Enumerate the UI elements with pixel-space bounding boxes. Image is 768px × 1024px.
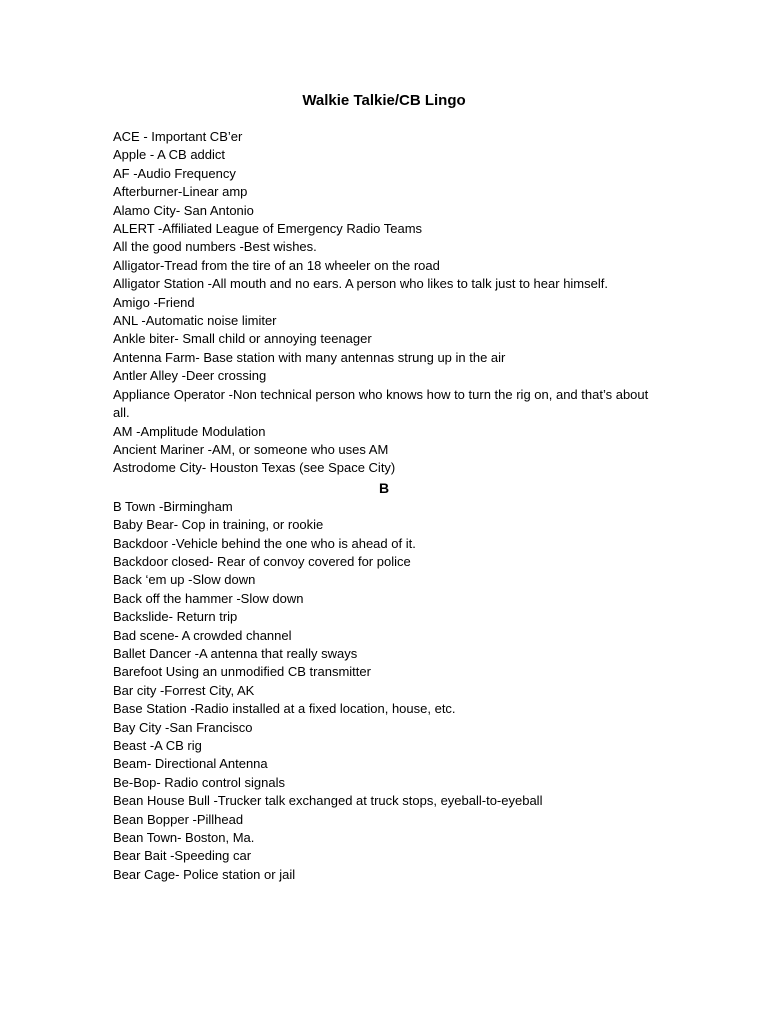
glossary-entry: Appliance Operator -Non technical person who knows how to turn the rig on, and that’s about all.: [113, 386, 649, 421]
glossary-entry: Backdoor -Vehicle behind the one who is ahead of it.: [113, 535, 416, 551]
glossary-entry: AF -Audio Frequency: [113, 165, 236, 181]
glossary-entry: Backslide- Return trip: [113, 609, 238, 625]
glossary-entry: Bean Bopper -Pillhead: [113, 811, 244, 827]
glossary-entry: Beam- Directional Antenna: [113, 756, 268, 772]
glossary-entry: Bean Town- Boston, Ma.: [113, 830, 255, 846]
glossary-entry: Ancient Mariner -AM, or someone who uses AM: [113, 441, 389, 457]
glossary-entry: Amigo -Friend: [113, 294, 195, 310]
glossary-entry: Backdoor closed- Rear of convoy covered for police: [113, 553, 411, 569]
glossary-entry: Bear Cage- Police station or jail: [113, 866, 296, 882]
glossary-entry: Alligator-Tread from the tire of an 18 wheeler on the road: [113, 257, 440, 273]
glossary-entry: All the good numbers -Best wishes.: [113, 239, 317, 255]
glossary-list: [113, 128, 658, 884]
glossary-entry: ANL -Automatic noise limiter: [113, 313, 277, 329]
glossary-entry: Base Station -Radio installed at a fixed location, house, etc.: [113, 701, 456, 717]
glossary-entry: AM -Amplitude Modulation: [113, 423, 266, 439]
document-title: Walkie Talkie/CB Lingo: [302, 92, 466, 109]
glossary-entry: Back ‘em up -Slow down: [113, 572, 256, 588]
glossary-entry: Antler Alley -Deer crossing: [113, 368, 267, 384]
glossary-entry: Bear Bait -Speeding car: [113, 848, 252, 864]
glossary-entry: Be-Bop- Radio control signals: [113, 774, 285, 790]
glossary-entry: Bay City -San Francisco: [113, 719, 253, 735]
glossary-entry: Alligator Station -All mouth and no ears. A person who likes to talk just to hear himself.: [113, 276, 608, 292]
glossary-entry: Afterburner-Linear amp: [113, 184, 248, 200]
glossary-entry: B Town -Birmingham: [113, 498, 233, 514]
glossary-entry: Bad scene- A crowded channel: [113, 627, 292, 643]
glossary-entry: Bean House Bull -Trucker talk exchanged at truck stops, eyeball-to-eyeball: [113, 793, 543, 809]
glossary-entry: Antenna Farm- Base station with many antennas strung up in the air: [113, 349, 506, 365]
glossary-entry: Astrodome City- Houston Texas (see Space City): [113, 460, 396, 476]
glossary-entry: ACE - Important CB’er: [113, 129, 243, 144]
glossary-entry: Beast -A CB rig: [113, 738, 202, 753]
glossary-entry: Alamo City- San Antonio: [113, 202, 254, 218]
glossary-entry: Ankle biter- Small child or annoying teenager: [113, 331, 372, 347]
section-heading-b: B: [378, 479, 390, 496]
glossary-entry: Baby Bear- Cop in training, or rookie: [113, 517, 324, 533]
glossary-entry: ALERT -Affiliated League of Emergency Radio Teams: [113, 221, 423, 237]
glossary-entry: Barefoot Using an unmodified CB transmitter: [113, 664, 371, 680]
glossary-entry: Bar city -Forrest City, AK: [113, 682, 255, 698]
glossary-entry: Back off the hammer -Slow down: [113, 590, 304, 606]
glossary-entry: Ballet Dancer -A antenna that really sways: [113, 645, 358, 661]
glossary-entry: Apple - A CB addict: [113, 147, 226, 163]
